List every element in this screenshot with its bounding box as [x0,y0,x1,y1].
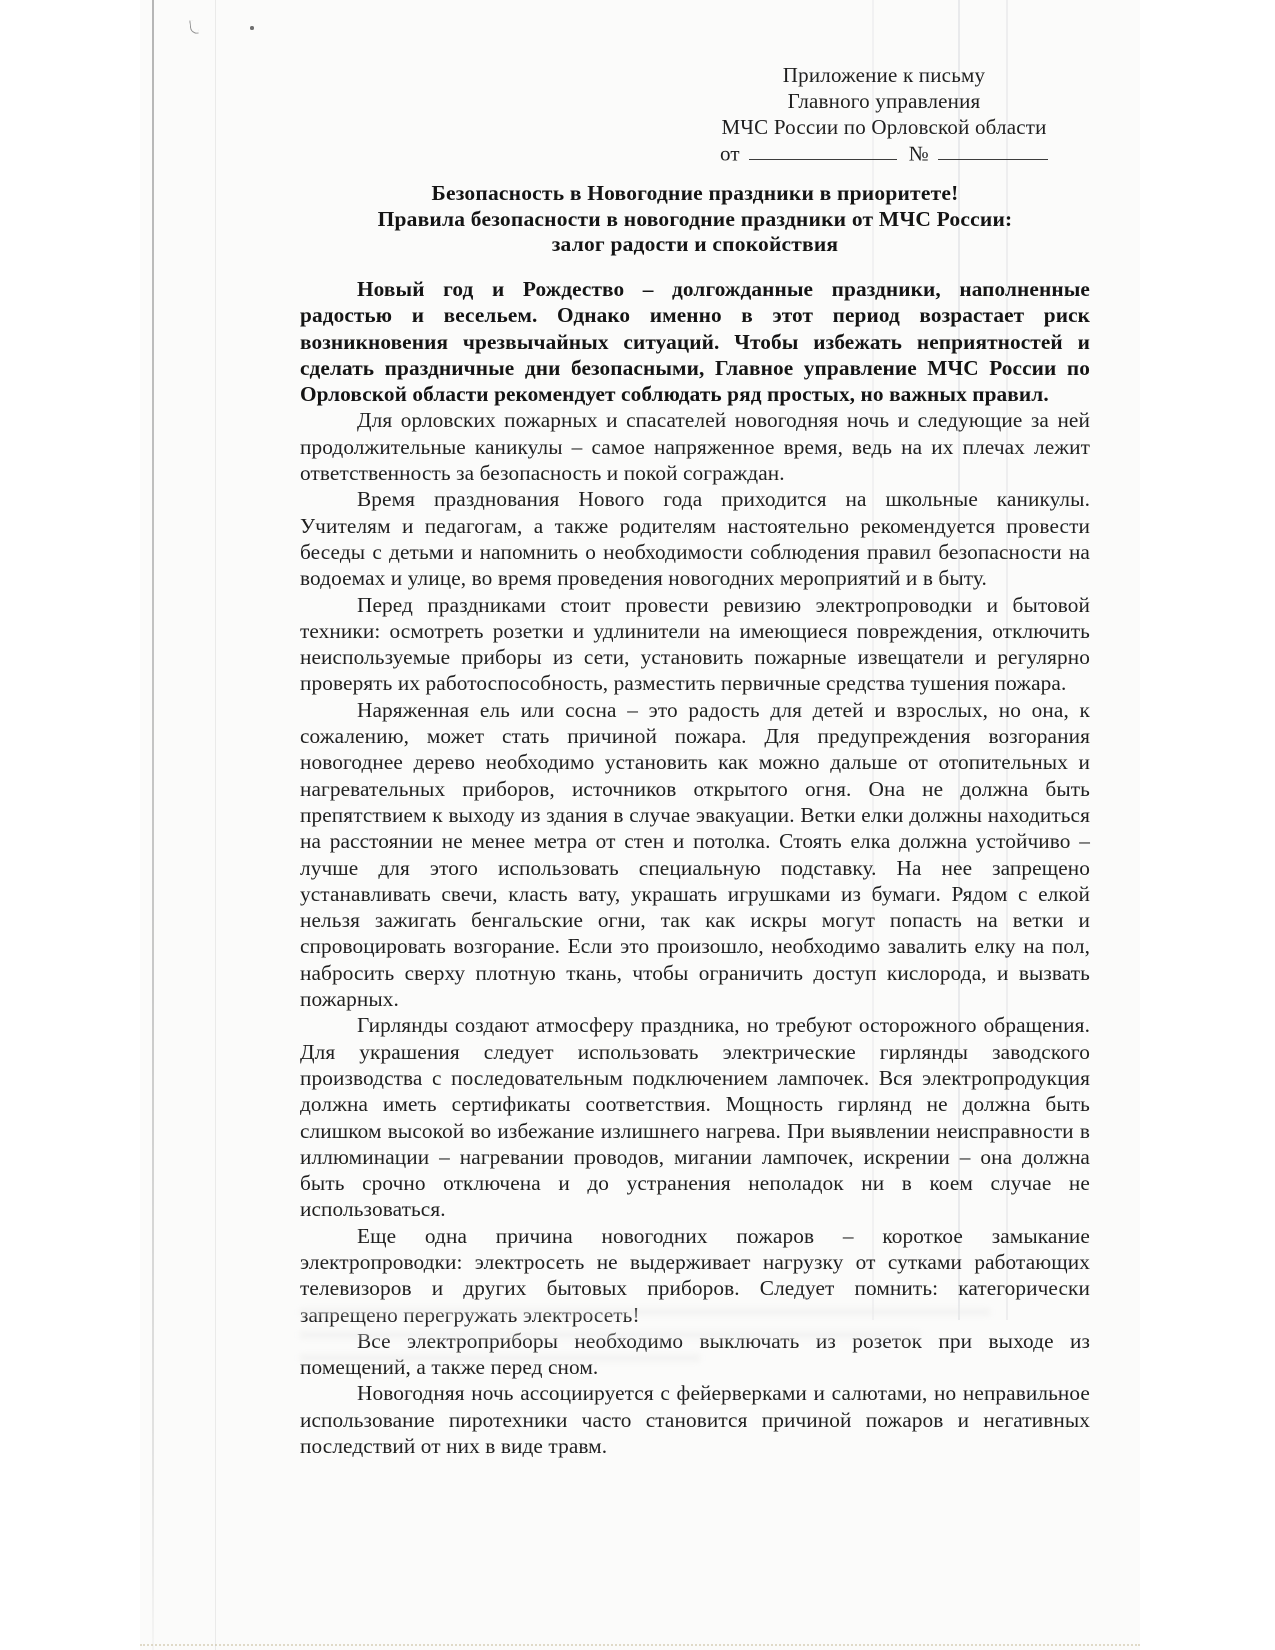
paragraph: Наряженная ель или сосна – это радость для детей и взрослых, но она, к сожалению, может стать причиной пожара. Для предупреждения возгорания новогоднее дерево необходимо установить как можно дальше от отопительных и нагревательных приборов, источников открытого огня. Она не должна быть препятствием к выходу из здания в случае эвакуации. Ветки елки должны находиться на расстоянии не менее метра от стен и потолка. Стоять елка должна устойчиво – лучше для этого использовать специальную подставку. На нее запрещено устанавливать свечи, класть вату, украшать игрушками из бумаги. Рядом с елкой нельзя зажигать бенгальские огни, так как искры могут попасть на ветки и спровоцировать возгорание. Если это произошло, необходимо завалить елку на пол, набросить сверху плотную ткань, чтобы ограничить доступ кислорода, и вызвать пожарных. [300,697,1090,1012]
fold-line-artifact [215,0,216,1650]
paragraph: Гирлянды создают атмосферу праздника, но требуют осторожного обращения. Для украшения следует использовать электрические гирлянды заводского производства с последовательным подключением лампочек. Вся электропродукция должна иметь сертификаты соответствия. Мощность гирлянд не должна быть слишком высокой во избежание излишнего нагрева. При выявлении неисправности в иллюминации – нагревании проводов, мигании лампочек, искрении – она должна быть срочно отключена и до устранения неполадок ни в коем случае не использоваться. [300,1013,1090,1222]
page-edge-scan-line [152,0,154,1650]
paragraph: Для орловских пожарных и спасателей новогодняя ночь и следующие за ней продолжительные каникулы – самое напряженное время, ведь на их плечах лежит ответственность за безопасность и покой сограждан. [300,408,1090,486]
bottom-scan-artifact-line [140,1644,1140,1646]
paragraph: Еще одна причина новогодних пожаров – короткое замыкание электропроводки: электросеть не выдерживает нагрузку от сутками работающих телевизоров и других бытовых приборов. Следует помнить: категорически запрещено перегружать электросеть! [300,1223,1090,1327]
title-line-3: залог радости и спокойствия [551,232,839,257]
bleed-through-ghost [300,1308,990,1316]
letterhead-line-2: Главного управления [787,89,981,113]
document-title [300,181,1090,258]
letterhead [700,62,1068,166]
title-line-2: Правила безопасности в новогодние праздники от МЧС России: [377,206,1013,231]
paragraph: Все электроприборы необходимо выключать из розеток при выходе из помещений, а также перед сном. [300,1328,1090,1380]
pen-mark-icon [189,20,198,35]
letterhead-date-number-line [700,140,1068,166]
document-sheet [140,0,1140,1650]
letterhead-line-3: МЧС России по Орловской области [721,115,1047,139]
document-body [300,276,1090,1459]
date-blank-line [749,140,897,160]
number-blank-line [938,140,1048,160]
paragraph: Перед праздниками стоит провести ревизию электропроводки и бытовой техники: осмотреть розетки и удлинители на имеющиеся повреждения, отключить неиспользуемые приборы из сети, установить пожарные извещатели и регулярно проверять их работоспособность, разместить первичные средства тушения пожара. [300,592,1090,696]
paragraph: Новый год и Рождество – долгожданные праздники, наполненные радостью и весельем. Однако именно в этот период возрастает риск возникновения чрезвычайных ситуаций. Чтобы избежать неприятностей и сделать праздничные дни безопасными, Главное управление МЧС России по Орловской области рекомендует соблюдать ряд простых, но важных правил. [300,277,1090,407]
bleed-through-ghost [300,1354,700,1362]
paragraph: Новогодняя ночь ассоциируется с фейерверками и салютами, но неправильное использование пиротехники часто становится причиной пожаров и негативных последствий от них в виде травм. [300,1381,1090,1459]
pen-dot-icon [250,26,254,30]
paragraph: Время празднования Нового года приходится на школьные каникулы. Учителям и педагогам, а также родителям настоятельно рекомендуется провести беседы с детьми и напомнить о необходимости соблюдения правил безопасности на водоемах и улице, во время проведения новогодних мероприятий и в быту. [300,487,1090,591]
number-label: № [908,141,930,166]
letterhead-line-1: Приложение к письму [782,63,986,87]
bleed-through-ghost [300,1331,920,1339]
title-line-1: Безопасность в Новогодние праздники в приоритете! [431,181,959,205]
from-label: от [719,141,740,166]
